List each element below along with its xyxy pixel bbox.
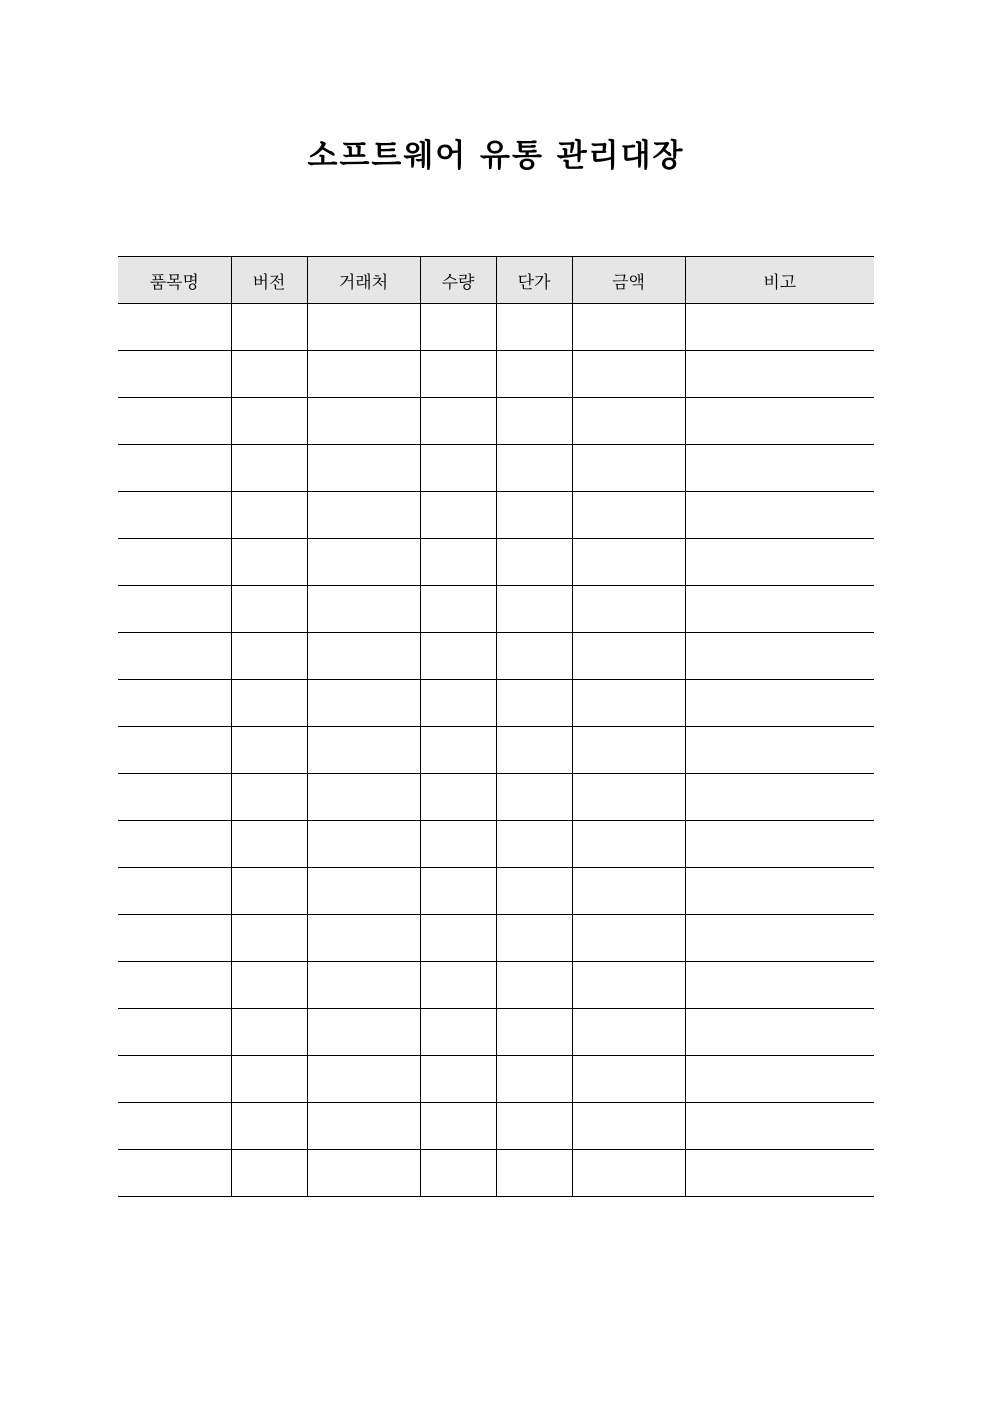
cell-version[interactable] [231, 398, 307, 445]
cell-remarks[interactable] [685, 398, 874, 445]
cell-item-name[interactable] [118, 868, 231, 915]
cell-item-name[interactable] [118, 962, 231, 1009]
cell-quantity[interactable] [420, 821, 496, 868]
cell-quantity[interactable] [420, 445, 496, 492]
cell-item-name[interactable] [118, 774, 231, 821]
cell-item-name[interactable] [118, 304, 231, 351]
cell-item-name[interactable] [118, 586, 231, 633]
cell-amount[interactable] [572, 915, 685, 962]
cell-version[interactable] [231, 304, 307, 351]
cell-unit-price[interactable] [496, 680, 572, 727]
cell-item-name[interactable] [118, 915, 231, 962]
cell-version[interactable] [231, 774, 307, 821]
cell-quantity[interactable] [420, 398, 496, 445]
cell-amount[interactable] [572, 821, 685, 868]
cell-amount[interactable] [572, 304, 685, 351]
cell-amount[interactable] [572, 445, 685, 492]
cell-vendor[interactable] [307, 1150, 420, 1197]
cell-unit-price[interactable] [496, 492, 572, 539]
cell-remarks[interactable] [685, 539, 874, 586]
cell-quantity[interactable] [420, 727, 496, 774]
table-row [118, 398, 874, 445]
cell-amount[interactable] [572, 868, 685, 915]
cell-unit-price[interactable] [496, 586, 572, 633]
cell-quantity[interactable] [420, 774, 496, 821]
cell-amount[interactable] [572, 774, 685, 821]
table-row [118, 304, 874, 351]
cell-item-name[interactable] [118, 1103, 231, 1150]
cell-version[interactable] [231, 633, 307, 680]
cell-vendor[interactable] [307, 774, 420, 821]
cell-item-name[interactable] [118, 539, 231, 586]
cell-amount[interactable] [572, 539, 685, 586]
cell-version[interactable] [231, 821, 307, 868]
cell-quantity[interactable] [420, 586, 496, 633]
cell-version[interactable] [231, 351, 307, 398]
cell-remarks[interactable] [685, 680, 874, 727]
table-row [118, 445, 874, 492]
cell-version[interactable] [231, 680, 307, 727]
cell-remarks[interactable] [685, 821, 874, 868]
cell-unit-price[interactable] [496, 351, 572, 398]
cell-version[interactable] [231, 586, 307, 633]
table-row [118, 868, 874, 915]
cell-vendor[interactable] [307, 821, 420, 868]
cell-amount[interactable] [572, 727, 685, 774]
cell-amount[interactable] [572, 680, 685, 727]
cell-unit-price[interactable] [496, 727, 572, 774]
cell-remarks[interactable] [685, 586, 874, 633]
cell-quantity[interactable] [420, 915, 496, 962]
cell-vendor[interactable] [307, 962, 420, 1009]
cell-amount[interactable] [572, 351, 685, 398]
table-row [118, 915, 874, 962]
cell-vendor[interactable] [307, 868, 420, 915]
cell-version[interactable] [231, 1150, 307, 1197]
cell-version[interactable] [231, 868, 307, 915]
cell-unit-price[interactable] [496, 398, 572, 445]
cell-remarks[interactable] [685, 1009, 874, 1056]
cell-vendor[interactable] [307, 633, 420, 680]
column-header-version: 버전 [231, 257, 307, 304]
cell-vendor[interactable] [307, 680, 420, 727]
cell-amount[interactable] [572, 962, 685, 1009]
cell-version[interactable] [231, 727, 307, 774]
cell-unit-price[interactable] [496, 1009, 572, 1056]
cell-amount[interactable] [572, 492, 685, 539]
table-row [118, 1009, 874, 1056]
cell-unit-price[interactable] [496, 304, 572, 351]
cell-item-name[interactable] [118, 727, 231, 774]
cell-unit-price[interactable] [496, 633, 572, 680]
table-row [118, 1103, 874, 1150]
cell-item-name[interactable] [118, 398, 231, 445]
cell-amount[interactable] [572, 398, 685, 445]
table-row [118, 492, 874, 539]
cell-unit-price[interactable] [496, 962, 572, 1009]
column-header-quantity: 수량 [420, 257, 496, 304]
cell-version[interactable] [231, 1056, 307, 1103]
cell-vendor[interactable] [307, 1009, 420, 1056]
cell-item-name[interactable] [118, 680, 231, 727]
cell-vendor[interactable] [307, 1103, 420, 1150]
cell-version[interactable] [231, 1103, 307, 1150]
table-row [118, 586, 874, 633]
cell-unit-price[interactable] [496, 1103, 572, 1150]
cell-remarks[interactable] [685, 351, 874, 398]
cell-item-name[interactable] [118, 445, 231, 492]
cell-unit-price[interactable] [496, 868, 572, 915]
cell-remarks[interactable] [685, 304, 874, 351]
column-header-remarks: 비고 [685, 257, 874, 304]
cell-item-name[interactable] [118, 492, 231, 539]
cell-remarks[interactable] [685, 1150, 874, 1197]
cell-vendor[interactable] [307, 304, 420, 351]
cell-item-name[interactable] [118, 1056, 231, 1103]
cell-remarks[interactable] [685, 1056, 874, 1103]
table-row [118, 821, 874, 868]
cell-unit-price[interactable] [496, 821, 572, 868]
cell-vendor[interactable] [307, 492, 420, 539]
page-title: 소프트웨어 유통 관리대장 [307, 138, 685, 174]
cell-version[interactable] [231, 915, 307, 962]
cell-quantity[interactable] [420, 680, 496, 727]
cell-vendor[interactable] [307, 727, 420, 774]
cell-remarks[interactable] [685, 915, 874, 962]
cell-remarks[interactable] [685, 727, 874, 774]
table-header-row [118, 257, 874, 304]
table-row [118, 962, 874, 1009]
cell-amount[interactable] [572, 1009, 685, 1056]
cell-version[interactable] [231, 492, 307, 539]
table-row [118, 774, 874, 821]
cell-amount[interactable] [572, 633, 685, 680]
cell-vendor[interactable] [307, 351, 420, 398]
column-header-vendor: 거래처 [307, 257, 420, 304]
cell-unit-price[interactable] [496, 445, 572, 492]
cell-quantity[interactable] [420, 304, 496, 351]
cell-amount[interactable] [572, 1056, 685, 1103]
cell-quantity[interactable] [420, 492, 496, 539]
software-distribution-ledger-table [118, 256, 874, 1197]
cell-unit-price[interactable] [496, 915, 572, 962]
table-row [118, 1056, 874, 1103]
cell-quantity[interactable] [420, 351, 496, 398]
cell-quantity[interactable] [420, 1056, 496, 1103]
table-row [118, 1150, 874, 1197]
cell-vendor[interactable] [307, 445, 420, 492]
cell-item-name[interactable] [118, 821, 231, 868]
table-row [118, 680, 874, 727]
cell-remarks[interactable] [685, 868, 874, 915]
column-header-item-name: 품목명 [118, 257, 231, 304]
cell-version[interactable] [231, 962, 307, 1009]
cell-quantity[interactable] [420, 962, 496, 1009]
cell-remarks[interactable] [685, 492, 874, 539]
column-header-amount: 금액 [572, 257, 685, 304]
table-row [118, 351, 874, 398]
cell-vendor[interactable] [307, 1056, 420, 1103]
cell-unit-price[interactable] [496, 1056, 572, 1103]
cell-version[interactable] [231, 539, 307, 586]
cell-vendor[interactable] [307, 586, 420, 633]
cell-vendor[interactable] [307, 915, 420, 962]
cell-amount[interactable] [572, 1103, 685, 1150]
cell-vendor[interactable] [307, 539, 420, 586]
cell-version[interactable] [231, 445, 307, 492]
cell-quantity[interactable] [420, 1009, 496, 1056]
cell-item-name[interactable] [118, 633, 231, 680]
table-row [118, 633, 874, 680]
cell-item-name[interactable] [118, 1150, 231, 1197]
cell-item-name[interactable] [118, 1009, 231, 1056]
cell-unit-price[interactable] [496, 1150, 572, 1197]
cell-unit-price[interactable] [496, 774, 572, 821]
cell-quantity[interactable] [420, 633, 496, 680]
cell-unit-price[interactable] [496, 539, 572, 586]
cell-remarks[interactable] [685, 633, 874, 680]
cell-remarks[interactable] [685, 445, 874, 492]
cell-quantity[interactable] [420, 539, 496, 586]
table-row [118, 727, 874, 774]
table-row [118, 539, 874, 586]
cell-version[interactable] [231, 1009, 307, 1056]
cell-quantity[interactable] [420, 1150, 496, 1197]
cell-remarks[interactable] [685, 774, 874, 821]
cell-vendor[interactable] [307, 398, 420, 445]
cell-quantity[interactable] [420, 868, 496, 915]
cell-remarks[interactable] [685, 962, 874, 1009]
cell-remarks[interactable] [685, 1103, 874, 1150]
column-header-unit-price: 단가 [496, 257, 572, 304]
cell-quantity[interactable] [420, 1103, 496, 1150]
cell-item-name[interactable] [118, 351, 231, 398]
table-body [118, 304, 874, 1197]
cell-amount[interactable] [572, 1150, 685, 1197]
cell-amount[interactable] [572, 586, 685, 633]
